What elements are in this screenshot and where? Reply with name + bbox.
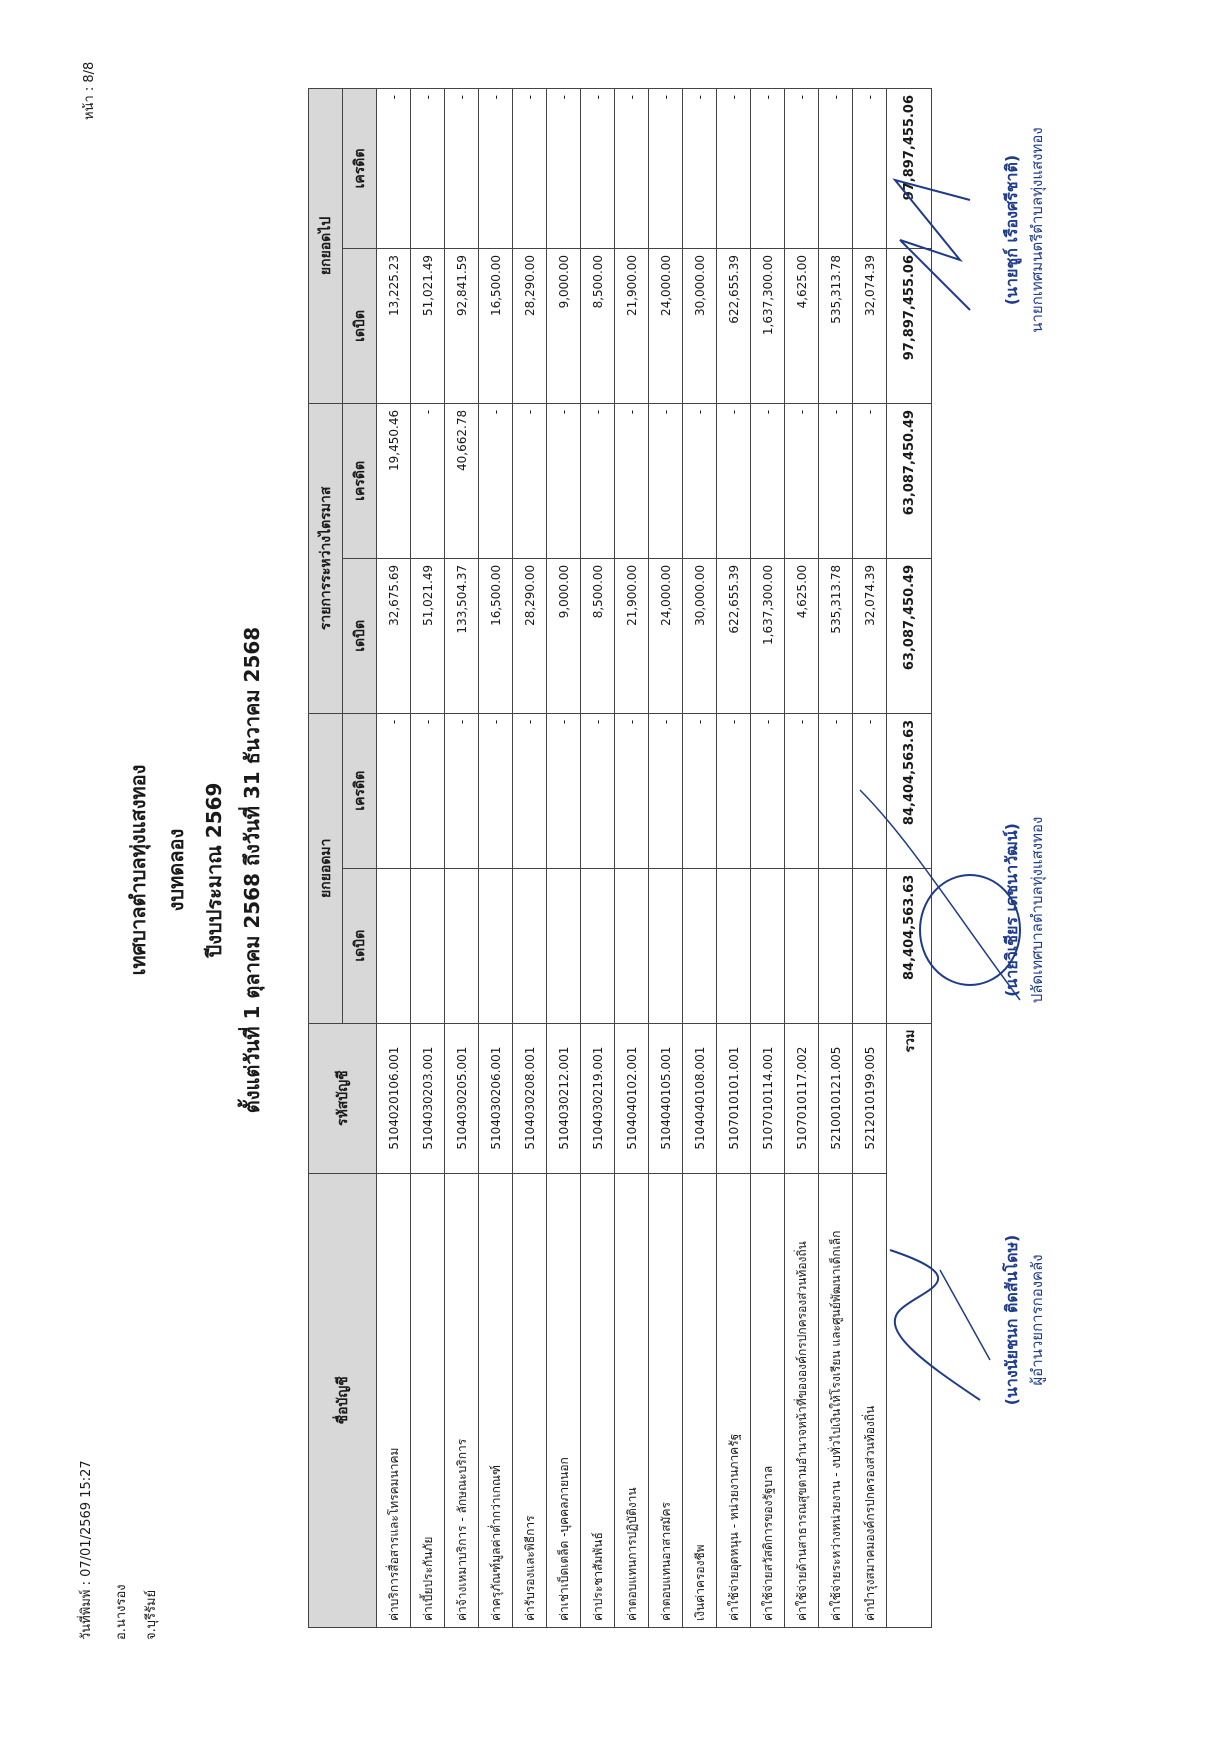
cf-credit: -: [785, 89, 819, 249]
cf-debit: 8,500.00: [581, 248, 615, 403]
report-period: ตั้งแต่วันที่ 1 ตุลาคม 2568 ถึงวันที่ 31 ธันวาคม 2568: [240, 626, 264, 1114]
account-name: ค่าครุภัณฑ์มูลค่าต่ำกว่าเกณฑ์: [479, 1173, 513, 1627]
account-code: 5210010121.005: [819, 1023, 853, 1173]
account-code: 5104040105.001: [649, 1023, 683, 1173]
cf-debit: 535,313.78: [819, 248, 853, 403]
cf-credit: -: [717, 89, 751, 249]
account-code: 5107010117.002: [785, 1023, 819, 1173]
signature-block-mayor: [1000, 100, 1049, 360]
signature-block-finance: [1000, 1200, 1049, 1440]
account-name: ค่าเช่าเบ็ดเตล็ด -บุคคลภายนอก: [547, 1173, 581, 1627]
table-row: [377, 89, 411, 1628]
bf-credit: -: [649, 713, 683, 868]
account-name: เงินค่าครองชีพ: [683, 1173, 717, 1627]
signer-title: นายกเทศมนตรีตำบลทุ่งแสงทอง: [1028, 127, 1046, 333]
mv-debit: 1,637,300.00: [751, 558, 785, 713]
bf-debit: [547, 868, 581, 1023]
mv-debit: 535,313.78: [819, 558, 853, 713]
cf-credit: -: [411, 89, 445, 249]
bf-credit: -: [479, 713, 513, 868]
bf-credit: -: [445, 713, 479, 868]
table-row: [411, 89, 445, 1628]
bf-credit: -: [853, 713, 887, 868]
cf-credit: -: [853, 89, 887, 249]
signature-scribble-icon: [880, 140, 1000, 320]
cf-debit: 1,637,300.00: [751, 248, 785, 403]
cf-credit: -: [479, 89, 513, 249]
cf-debit: 32,074.39: [853, 248, 887, 403]
total-bf-debit: 84,404,563.63: [887, 868, 932, 1023]
cf-credit: -: [377, 89, 411, 249]
header-quarter-movement: รายการระหว่างไตรมาส: [309, 403, 343, 713]
signature-scribble-icon: [850, 780, 1030, 1040]
bf-debit: [819, 868, 853, 1023]
signature-scribble-icon: [860, 1220, 1000, 1420]
account-name: ค่าจ้างเหมาบริการ - ลักษณะบริการ: [445, 1173, 479, 1627]
bf-debit: [785, 868, 819, 1023]
bf-debit: [513, 868, 547, 1023]
total-mv-debit: 63,087,450.49: [887, 558, 932, 713]
table-row: [513, 89, 547, 1628]
bf-credit: -: [377, 713, 411, 868]
account-name: ค่าบริการสื่อสารและโทรคมนาคม: [377, 1173, 411, 1627]
mv-debit: 622,655.39: [717, 558, 751, 713]
account-name: ค่าใช้จ่ายระหว่างหน่วยงาน - งบทั่วไปเงินให้โรงเรียน และศูนย์พัฒนาเด็กเล็ก: [819, 1173, 853, 1627]
header-account-code: รหัสบัญชี: [309, 1023, 377, 1173]
signer-title: ผู้อำนวยการกองคลัง: [1028, 1254, 1046, 1386]
bf-credit: -: [717, 713, 751, 868]
table-row: [819, 89, 853, 1628]
cf-credit: -: [581, 89, 615, 249]
bf-credit: -: [615, 713, 649, 868]
header-cf-credit: เครดิต: [343, 89, 377, 249]
mv-credit: -: [785, 403, 819, 558]
table-row: [615, 89, 649, 1628]
mv-debit: 32,675.69: [377, 558, 411, 713]
bf-debit: [581, 868, 615, 1023]
cf-debit: 21,900.00: [615, 248, 649, 403]
page-number: หน้า : 8/8: [82, 61, 97, 120]
mv-credit: -: [581, 403, 615, 558]
account-code: 5104030212.001: [547, 1023, 581, 1173]
bf-debit: [615, 868, 649, 1023]
org-title: เทศบาลตำบลทุ่งแสงทอง: [126, 764, 150, 976]
cf-credit: -: [649, 89, 683, 249]
account-code: 5212010199.005: [853, 1023, 887, 1173]
mv-credit: -: [751, 403, 785, 558]
total-label: รวม: [887, 1023, 932, 1627]
mv-credit: -: [479, 403, 513, 558]
mv-credit: -: [717, 403, 751, 558]
account-name: ค่าตอบแทนอาสาสมัคร: [649, 1173, 683, 1627]
account-name: ค่าใช้จ่ายด้านสาธารณสุขตามอำนาจหน้าที่ขององค์กรปกครองส่วนท้องถิ่น: [785, 1173, 819, 1627]
bf-debit: [377, 868, 411, 1023]
table-row: [445, 89, 479, 1628]
cf-debit: 622,655.39: [717, 248, 751, 403]
account-name: ค่าใช้จ่ายสวัสดิการของรัฐบาล: [751, 1173, 785, 1627]
total-bf-credit: 84,404,563.63: [887, 713, 932, 868]
mv-credit: -: [819, 403, 853, 558]
mv-debit: 16,500.00: [479, 558, 513, 713]
cf-credit: -: [547, 89, 581, 249]
cf-debit: 13,225.23: [377, 248, 411, 403]
bf-debit: [683, 868, 717, 1023]
header-carried-forward: ยกยอดไป: [309, 89, 343, 404]
table-row: [751, 89, 785, 1628]
province: จ.บุรีรัมย์: [144, 1589, 159, 1640]
mv-credit: -: [649, 403, 683, 558]
bf-debit: [479, 868, 513, 1023]
cf-credit: -: [819, 89, 853, 249]
fiscal-year: ปีงบประมาณ 2569: [202, 782, 226, 958]
print-date: วันที่พิมพ์ : 07/01/2569 15:27: [79, 1460, 94, 1640]
cf-credit: -: [513, 89, 547, 249]
account-name: ค่ารับรองและพิธีการ: [513, 1173, 547, 1627]
cf-debit: 92,841.59: [445, 248, 479, 403]
cf-credit: -: [751, 89, 785, 249]
total-cf-debit: 97,897,455.06: [887, 248, 932, 403]
cf-debit: 30,000.00: [683, 248, 717, 403]
header-account-name: ชื่อบัญชี: [309, 1173, 377, 1627]
mv-debit: 21,900.00: [615, 558, 649, 713]
account-code: 5104030203.001: [411, 1023, 445, 1173]
mv-debit: 32,074.39: [853, 558, 887, 713]
total-mv-credit: 63,087,450.49: [887, 403, 932, 558]
mv-credit: -: [683, 403, 717, 558]
cf-credit: -: [683, 89, 717, 249]
bf-credit: -: [547, 713, 581, 868]
report-title: งบทดลอง: [164, 828, 188, 912]
bf-debit: [445, 868, 479, 1023]
bf-credit: -: [751, 713, 785, 868]
table-row: [785, 89, 819, 1628]
cf-debit: 28,290.00: [513, 248, 547, 403]
district: อ.นางรอง: [114, 1584, 129, 1640]
account-code: 5104030205.001: [445, 1023, 479, 1173]
bf-credit: -: [785, 713, 819, 868]
table-row: [479, 89, 513, 1628]
header-cf-debit: เดบิต: [343, 248, 377, 403]
table-row: [547, 89, 581, 1628]
mv-debit: 51,021.49: [411, 558, 445, 713]
account-code: 5104030208.001: [513, 1023, 547, 1173]
account-name: ค่าเบี้ยประกันภัย: [411, 1173, 445, 1627]
bf-credit: -: [683, 713, 717, 868]
bf-credit: -: [411, 713, 445, 868]
mv-credit: -: [853, 403, 887, 558]
signature-block-clerk: [1000, 780, 1049, 1040]
bf-debit: [411, 868, 445, 1023]
header-mv-debit: เดบิต: [343, 558, 377, 713]
table-row: [717, 89, 751, 1628]
bf-debit: [751, 868, 785, 1023]
mv-credit: -: [513, 403, 547, 558]
trial-balance-table: [308, 88, 932, 1628]
header-mv-credit: เครดิต: [343, 403, 377, 558]
mv-debit: 24,000.00: [649, 558, 683, 713]
header-bf-credit: เครดิต: [343, 713, 377, 868]
account-code: 5107010101.001: [717, 1023, 751, 1173]
bf-debit: [717, 868, 751, 1023]
mv-credit: 40,662.78: [445, 403, 479, 558]
bf-credit: -: [513, 713, 547, 868]
bf-credit: -: [819, 713, 853, 868]
cf-credit: -: [445, 89, 479, 249]
mv-debit: 133,504.37: [445, 558, 479, 713]
table-row: [581, 89, 615, 1628]
mv-credit: -: [411, 403, 445, 558]
mv-debit: 28,290.00: [513, 558, 547, 713]
account-code: 5104020106.001: [377, 1023, 411, 1173]
cf-debit: 4,625.00: [785, 248, 819, 403]
signer-name: (นายชูก์ เรืองศรีชาติ): [1002, 154, 1021, 306]
total-cf-credit: 97,897,455.06: [887, 89, 932, 249]
cf-credit: -: [615, 89, 649, 249]
mv-debit: 30,000.00: [683, 558, 717, 713]
account-name: ค่าบำรุงสมาคมองค์กรปกครองส่วนท้องถิ่น: [853, 1173, 887, 1627]
bf-debit: [649, 868, 683, 1023]
mv-credit: 19,450.46: [377, 403, 411, 558]
signer-title: ปลัดเทศบาลตำบลทุ่งแสงทอง: [1028, 816, 1046, 1004]
account-code: 5104030219.001: [581, 1023, 615, 1173]
account-code: 5104030206.001: [479, 1023, 513, 1173]
bf-credit: -: [581, 713, 615, 868]
signer-name: (นางนัยชนก ติดสันโดษ): [1002, 1234, 1021, 1406]
mv-debit: 9,000.00: [547, 558, 581, 713]
cf-debit: 24,000.00: [649, 248, 683, 403]
cf-debit: 51,021.49: [411, 248, 445, 403]
account-code: 5107010114.001: [751, 1023, 785, 1173]
account-code: 5104040102.001: [615, 1023, 649, 1173]
mv-debit: 8,500.00: [581, 558, 615, 713]
account-name: ค่าใช้จ่ายอุดหนุน - หน่วยงานภาครัฐ: [717, 1173, 751, 1627]
header-brought-forward: ยกยอดมา: [309, 713, 343, 1023]
signer-name: (นายวิเชียร เดชนาวัฒน์): [1002, 823, 1021, 997]
account-name: ค่าตอบแทนการปฏิบัติงาน: [615, 1173, 649, 1627]
cf-debit: 16,500.00: [479, 248, 513, 403]
table-row: [649, 89, 683, 1628]
mv-debit: 4,625.00: [785, 558, 819, 713]
header-bf-debit: เดบิต: [343, 868, 377, 1023]
mv-credit: -: [615, 403, 649, 558]
mv-credit: -: [547, 403, 581, 558]
account-name: ค่าประชาสัมพันธ์: [581, 1173, 615, 1627]
table-row: [683, 89, 717, 1628]
account-code: 5104040108.001: [683, 1023, 717, 1173]
cf-debit: 9,000.00: [547, 248, 581, 403]
